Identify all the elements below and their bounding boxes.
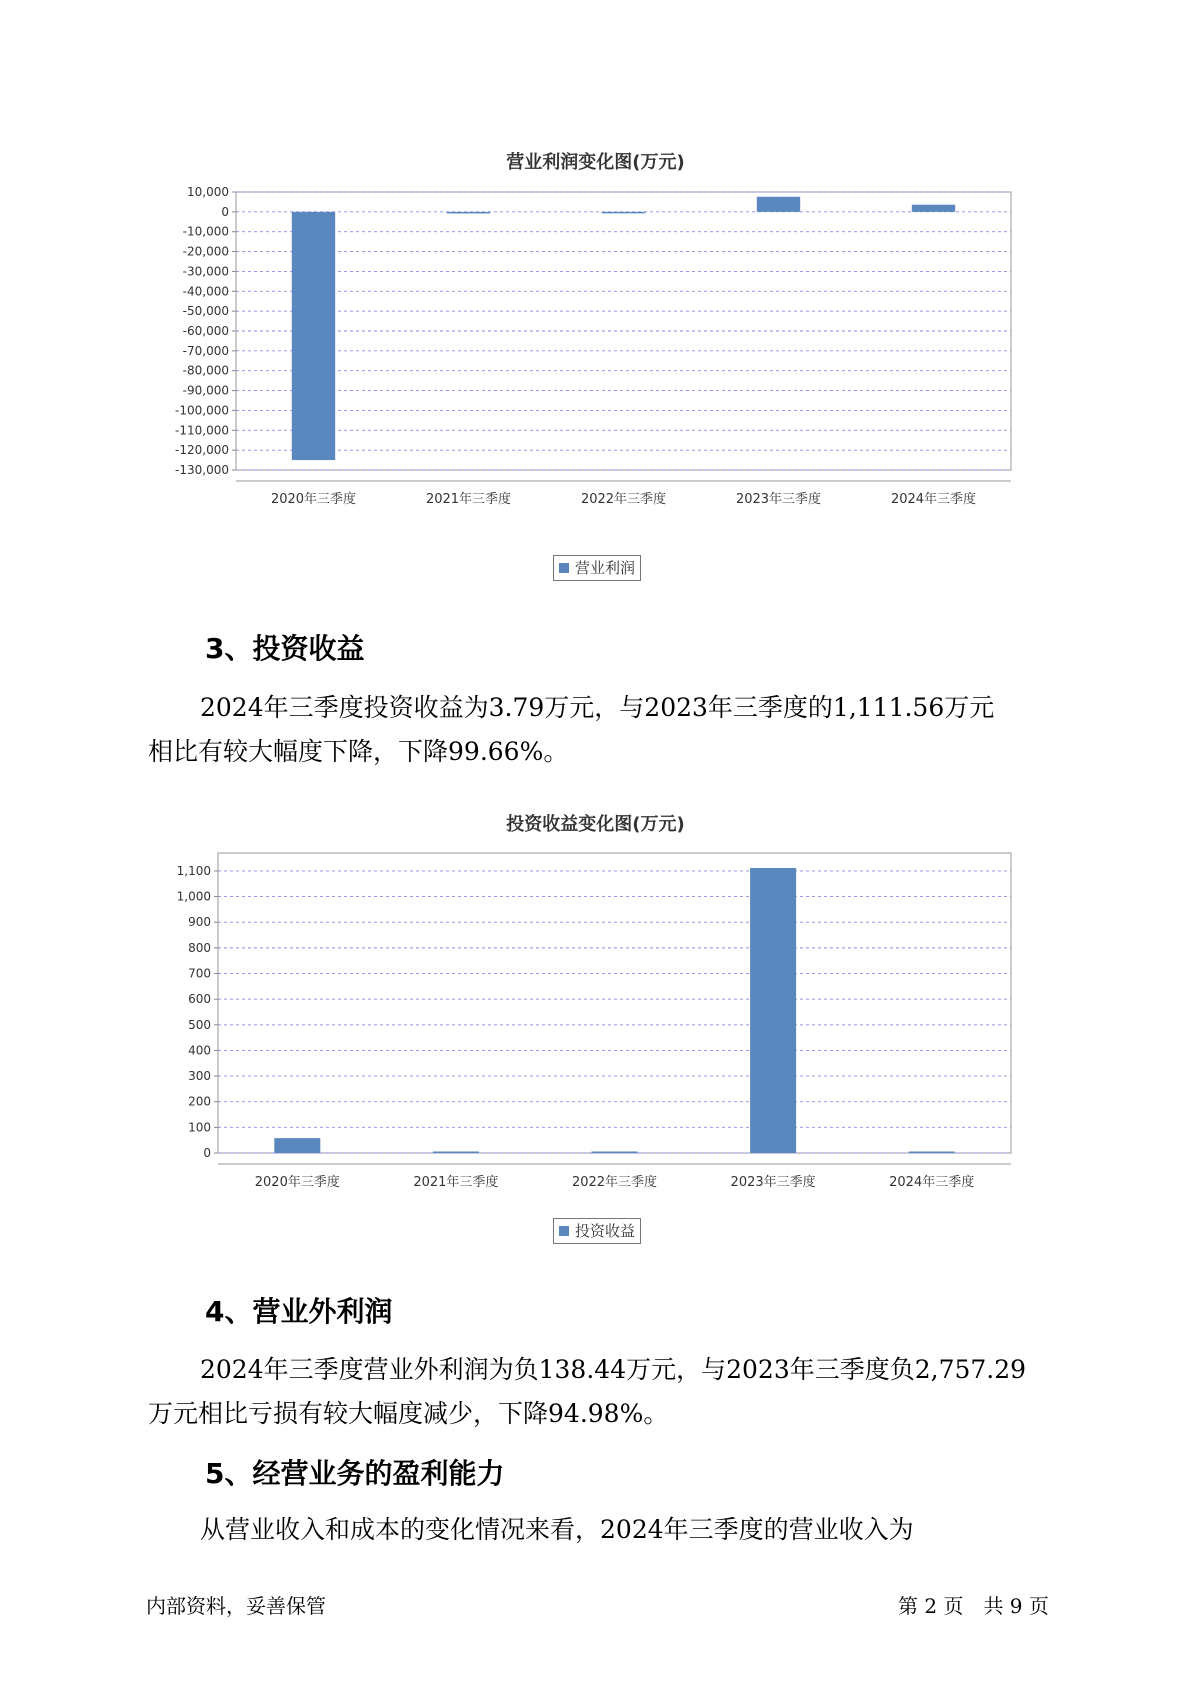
x-tick-label: 2020年三季度 — [254, 1175, 340, 1190]
paragraph-line: 相比有较大幅度下降，下降99.66%。 — [148, 737, 569, 766]
paragraph-line: 万元相比亏损有较大幅度减少，下降94.98%。 — [148, 1399, 669, 1428]
y-tick-label: -10,000 — [182, 224, 229, 239]
legend-label: 投资收益 — [575, 1222, 636, 1240]
legend-swatch — [559, 563, 569, 573]
bar — [447, 212, 490, 214]
x-tick-label: 2021年三季度 — [425, 492, 512, 507]
y-tick-label: -50,000 — [182, 304, 229, 319]
paragraph-line: 2024年三季度营业外利润为负138.44万元，与2023年三季度负2,757.29 — [200, 1355, 1027, 1384]
y-tick-label: -120,000 — [175, 443, 229, 458]
y-tick-label: 600 — [188, 992, 211, 1007]
x-tick-label: 2024年三季度 — [889, 1175, 975, 1190]
y-tick-label: 700 — [188, 966, 211, 981]
section-heading-investment-income: 3、投资收益 — [205, 632, 365, 665]
bar — [274, 1138, 320, 1153]
y-tick-label: 10,000 — [187, 185, 229, 199]
legend-operating-profit — [553, 555, 641, 581]
legend-swatch — [559, 1226, 569, 1236]
paragraph-non-operating-profit — [148, 1348, 1078, 1436]
chart-title-investment-income: 投资收益变化图(万元) — [506, 814, 685, 835]
y-tick-label: 1,000 — [176, 889, 211, 904]
y-tick-label: 800 — [188, 940, 211, 955]
x-tick-label: 2023年三季度 — [730, 1175, 816, 1190]
bar — [757, 197, 800, 212]
y-tick-label: 200 — [188, 1094, 211, 1109]
y-tick-label: 0 — [221, 204, 229, 219]
y-tick-label: -20,000 — [182, 244, 229, 259]
x-tick-label: 2022年三季度 — [571, 1175, 658, 1190]
bar — [750, 868, 796, 1153]
paragraph-line: 2024年三季度投资收益为3.79万元，与2023年三季度的1,111.56万元 — [200, 693, 995, 722]
bar — [909, 1152, 955, 1154]
y-tick-label: -80,000 — [182, 363, 229, 378]
y-tick-label: -90,000 — [182, 383, 229, 398]
bar — [602, 212, 645, 214]
paragraph-investment-income — [148, 686, 1078, 774]
operating-profit-chart — [0, 180, 1191, 530]
y-tick-label: -60,000 — [182, 324, 229, 338]
section-heading-profitability: 5、经营业务的盈利能力 — [205, 1457, 505, 1490]
paragraph-profitability — [148, 1508, 1078, 1552]
section-heading-non-operating-profit: 4、营业外利润 — [205, 1295, 393, 1328]
footer-confidential-note: 内部资料，妥善保管 — [146, 1594, 326, 1618]
footer-page-number: 第 2 页 共 9 页 — [898, 1594, 1049, 1618]
x-tick-label: 2022年三季度 — [580, 492, 667, 507]
bar — [592, 1152, 638, 1154]
plot-area — [218, 853, 1011, 1153]
bar — [912, 205, 955, 212]
y-tick-label: 1,100 — [176, 863, 211, 878]
paragraph-line: 从营业收入和成本的变化情况来看，2024年三季度的营业收入为 — [200, 1515, 914, 1544]
x-tick-label: 2023年三季度 — [735, 492, 822, 507]
y-tick-label: -70,000 — [182, 343, 229, 358]
x-tick-label: 2021年三季度 — [413, 1175, 499, 1190]
investment-income-chart — [0, 845, 1191, 1195]
bar — [292, 212, 335, 460]
y-tick-label: -40,000 — [182, 284, 229, 299]
chart-title-operating-profit: 营业利润变化图(万元) — [506, 152, 685, 173]
y-tick-label: 300 — [188, 1069, 211, 1084]
y-tick-label: -30,000 — [182, 264, 229, 279]
y-tick-label: 500 — [188, 1017, 211, 1032]
y-tick-label: -100,000 — [175, 403, 229, 418]
x-tick-label: 2020年三季度 — [270, 492, 357, 507]
y-tick-label: 900 — [188, 915, 211, 930]
x-tick-label: 2024年三季度 — [890, 492, 977, 507]
y-tick-label: 0 — [203, 1146, 211, 1160]
legend-investment-income — [553, 1218, 641, 1244]
y-tick-label: 400 — [188, 1043, 211, 1058]
y-tick-label: -110,000 — [175, 423, 229, 438]
y-tick-label: 100 — [188, 1120, 211, 1135]
y-tick-label: -130,000 — [175, 463, 229, 477]
bar — [433, 1152, 479, 1154]
legend-label: 营业利润 — [575, 559, 636, 577]
